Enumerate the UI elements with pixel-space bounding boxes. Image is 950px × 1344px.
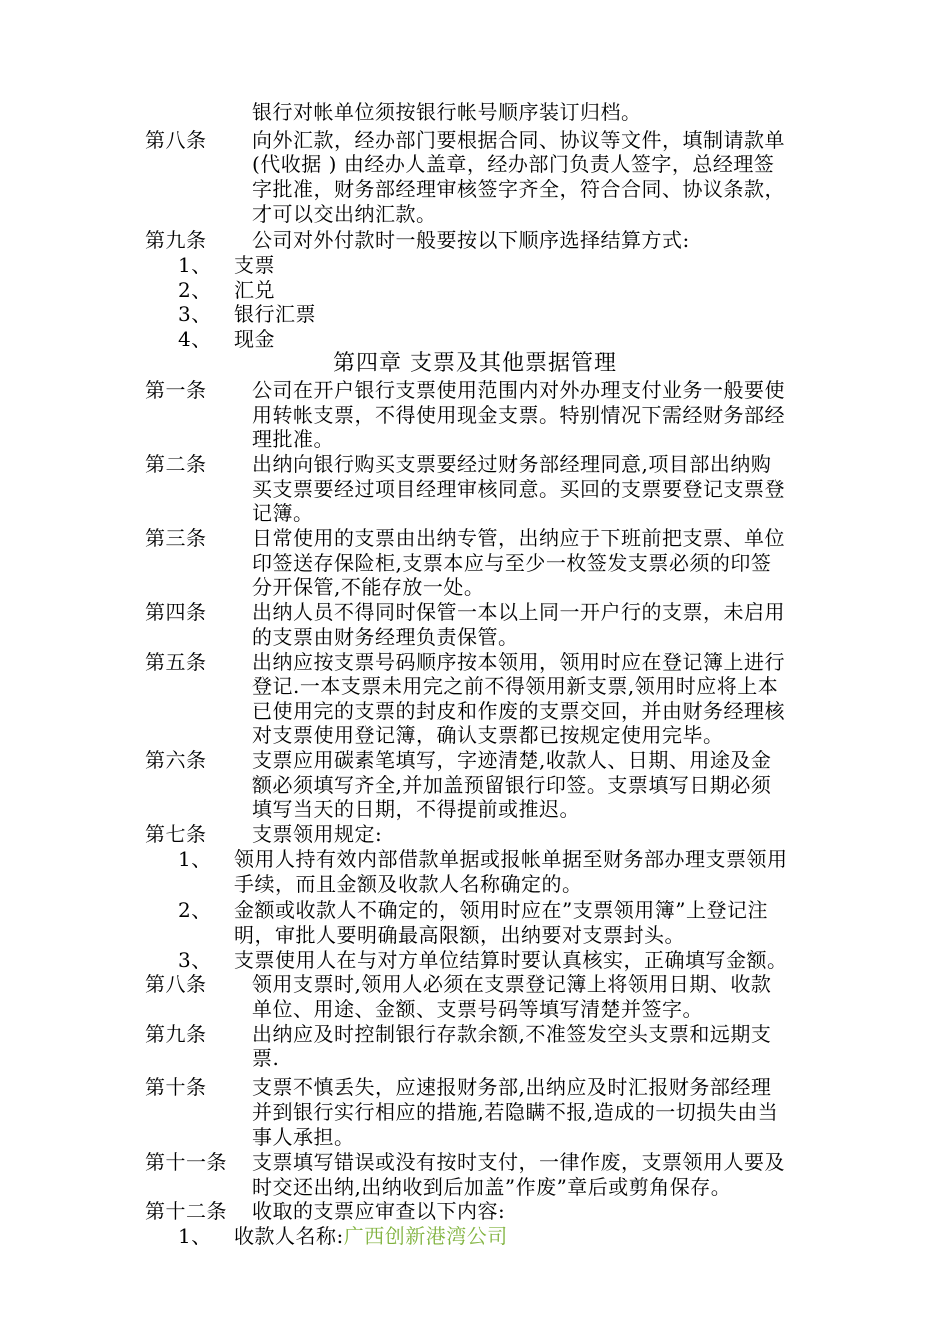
article-text-line: 单位、用途、金额、支票号码等填写清楚并签字。 [252,997,703,1021]
list-item-number: 1、 [178,253,212,277]
article-text-line: 填写当天的日期，不得提前或推迟。 [252,797,580,821]
list-item-number: 2、 [178,278,212,302]
list-item-text: 明，审批人要明确最高限额，出纳要对支票封头。 [234,923,685,947]
payee-name-value: 广西创新港湾公司 [343,1224,508,1248]
list-item-number: 2、 [178,898,212,922]
list-item-text: 支票使用人在与对方单位结算时要认真核实，正确填写金额。 [234,948,788,972]
article-text-line: 并到银行实行相应的措施,若隐瞒不报,造成的一切损失由当 [252,1100,779,1124]
article-label: 第三条 [145,526,207,550]
article-text-line: 印签送存保险柜,支票本应与至少一枚签发支票必须的印签 [252,551,772,575]
continuation-text: 银行对帐单位须按银行帐号顺序装订归档。 [252,100,642,124]
article-text-line: 登记.一本支票未用完之前不得领用新支票,领用时应将上本 [252,674,779,698]
list-item-number: 1、 [178,1224,212,1248]
article-text-line: 额必须填写齐全,并加盖预留银行印签。支票填写日期必须 [252,773,772,797]
article-text-line: 出纳向银行购买支票要经过财务部经理同意,项目部出纳购 [252,452,772,476]
article-label: 第八条 [145,128,207,152]
article-text-line: 用转帐支票，不得使用现金支票。特别情况下需经财务部经 [252,403,785,427]
article-text-line: 领用支票时,领用人必须在支票登记簿上将领用日期、收款 [252,972,772,996]
article-text-line: 支票应用碳素笔填写，字迹清楚,收款人、日期、用途及金 [252,748,772,772]
article-text-line: 出纳应及时控制银行存款余额,不准签发空头支票和远期支 [252,1022,772,1046]
list-item-text: 汇兑 [234,278,275,302]
article-label: 第十二条 [145,1199,227,1223]
article-text-line: 支票填写错误或没有按时支付，一律作废，支票领用人要及 [252,1150,785,1174]
article-text-line: 对支票使用登记簿，确认支票都已按规定使用完毕。 [252,723,724,747]
article-text-line: 日常使用的支票由出纳专管，出纳应于下班前把支票、单位 [252,526,785,550]
article-label: 第四条 [145,600,207,624]
article-label: 第五条 [145,650,207,674]
list-item-text: 金额或收款人不确定的，领用时应在”支票领用簿”上登记注 [234,898,768,922]
list-item-text: 收款人名称: [234,1224,344,1248]
article-text-line: 支票不慎丢失，应速报财务部,出纳应及时汇报财务部经理 [252,1075,772,1099]
article-text-line: 理批准。 [252,427,334,451]
article-label: 第七条 [145,822,207,846]
article-text-line: 记簿。 [252,501,314,525]
list-item-number: 3、 [178,302,212,326]
article-label: 第十条 [145,1075,207,1099]
article-label: 第八条 [145,972,207,996]
article-text-line: 已使用完的支票的封皮和作废的支票交回，并由财务经理核 [252,699,785,723]
article-text-line: 字批准，财务部经理审核签字齐全，符合合同、协议条款， [252,177,785,201]
article-text-line: 买支票要经过项目经理审核同意。买回的支票要登记支票登 [252,477,785,501]
list-item-number: 3、 [178,948,212,972]
list-item-text: 支票 [234,253,275,277]
article-text-line: 时交还出纳,出纳收到后加盖”作废”章后或剪角保存。 [252,1175,732,1199]
list-item-text: 银行汇票 [234,302,316,326]
list-item-number: 4、 [178,327,212,351]
article-text-line: 收取的支票应审查以下内容: [252,1199,506,1223]
article-text-line: 票. [252,1046,280,1070]
list-item-text: 手续，而且金额及收款人名称确定的。 [234,872,583,896]
article-text-line: 事人承担。 [252,1125,355,1149]
article-text-line: 出纳应按支票号码顺序按本领用，领用时应在登记簿上进行 [252,650,785,674]
article-text-line: (代收据 ) 由经办人盖章，经办部门负责人签字，总经理签 [252,152,775,176]
article-label: 第九条 [145,228,207,252]
article-text-line: 支票领用规定: [252,822,383,846]
article-text-line: 才可以交出纳汇款。 [252,202,437,226]
article-label: 第二条 [145,452,207,476]
article-text-line: 公司对外付款时一般要按以下顺序选择结算方式: [252,228,690,252]
article-text-line: 出纳人员不得同时保管一本以上同一开户行的支票，未启用 [252,600,785,624]
chapter-heading: 第四章 支票及其他票据管理 [333,351,617,376]
article-text-line: 的支票由财务经理负责保管。 [252,625,519,649]
article-text-line: 向外汇款，经办部门要根据合同、协议等文件，填制请款单 [252,128,785,152]
list-item-text: 领用人持有效内部借款单据或报帐单据至财务部办理支票领用 [234,847,788,871]
article-label: 第一条 [145,378,207,402]
article-label: 第九条 [145,1022,207,1046]
article-text-line: 分开保管,不能存放一处。 [252,575,485,599]
article-text-line: 公司在开户银行支票使用范围内对外办理支付业务一般要使 [252,378,785,402]
list-item-text: 现金 [234,327,275,351]
list-item-number: 1、 [178,847,212,871]
article-label: 第十一条 [145,1150,227,1174]
article-label: 第六条 [145,748,207,772]
